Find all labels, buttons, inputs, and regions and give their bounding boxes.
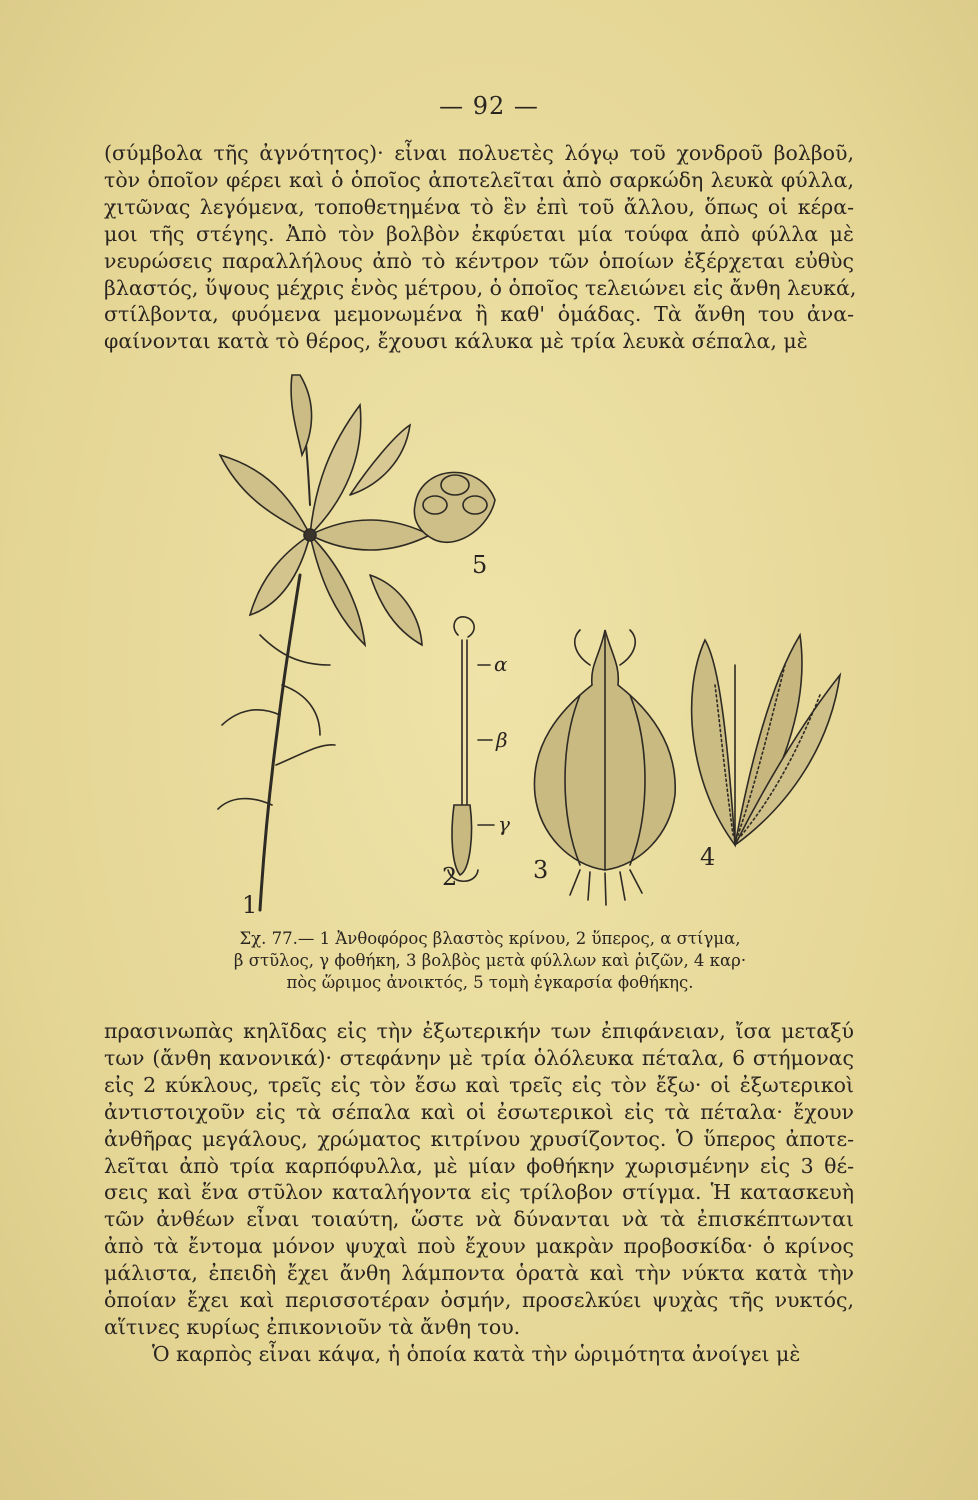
text-line: πρασινωπὰς κηλῖδας εἰς τὴν ἐξωτερικήν των ἐπιφάνειαν, ἴσα μεταξύ bbox=[104, 1019, 854, 1043]
ovary-section-drawing bbox=[414, 472, 495, 542]
lily-drawing bbox=[160, 365, 860, 920]
text-line: ὁποίαν ἔχει καὶ περισσοτέραν ὀσμήν, προσελκύει ψυχὰς τῆς νυκτός, bbox=[104, 1288, 854, 1313]
text-line: ἀπὸ τὰ ἔντομα μόνον ψυχαὶ ποὺ ἔχουν μακρὰν προβοσκίδα· ὁ κρίνος bbox=[104, 1234, 854, 1259]
flowering-stem-drawing bbox=[218, 375, 430, 910]
text-line: νευρώσεις παραλλήλους ἀπὸ τὸ κέντρον τῶν ὁποίων ἐξέρχεται εὐθὺς bbox=[104, 248, 854, 273]
text-line: σεις καὶ ἕνα στῦλον καταλήγοντα εἰς τρίλοβον στίγμα. Ἡ κατασκευὴ bbox=[104, 1180, 854, 1205]
text-line: στίλβοντα, φυόμενα μεμονωμένα ἢ καθ' ὁμάδας. Τὰ ἄνθη του ἀνα- bbox=[104, 302, 854, 327]
text-line: ἀνθῆρας μεγάλους, χρώματος κιτρίνου χρυσίζοντος. Ὁ ὕπερος ἀποτε- bbox=[104, 1126, 854, 1151]
figure-label-3: 3 bbox=[533, 856, 549, 884]
caption-line: Σχ. 77.— 1 Ἀνθοφόρος βλαστὸς κρίνου, 2 ὕπερος, α στίγμα, bbox=[239, 929, 741, 948]
figure-label-1: 1 bbox=[242, 891, 258, 919]
figure-label-4: 4 bbox=[700, 843, 716, 871]
figure-letter-c: γ bbox=[498, 812, 510, 836]
seed-capsule-drawing bbox=[692, 635, 840, 845]
bulb-drawing bbox=[534, 630, 675, 905]
text-line: τῶν ἀνθέων εἶναι τοιαύτη, ὥστε νὰ δύνανται νὰ τὰ ἐπισκέπτωνται bbox=[104, 1207, 854, 1232]
caption-line: πὸς ὥριμος ἀνοικτός, 5 τομὴ ἐγκαρσία ϕοθήκης. bbox=[286, 973, 694, 992]
figure-label-2: 2 bbox=[442, 863, 458, 891]
caption-line: β στῦλος, γ ϕοθήκη, 3 βολβὸς μετὰ φύλλων καὶ ῥιζῶν, 4 καρ· bbox=[233, 951, 747, 970]
text-line: μοι τῆς στέγης. Ἀπὸ τὸν βολβὸν ἐκφύεται μία τούφα ἀπὸ φύλλα μὲ bbox=[104, 221, 854, 246]
text-line: βλαστός, ὕψους μέχρις ἑνὸς μέτρου, ὁ ὁποῖος τελειώνει εἰς ἄνθη λευκά, bbox=[104, 275, 857, 300]
text-line: εἰς 2 κύκλους, τρεῖς εἰς τὸν ἔσω καὶ τρεῖς εἰς τὸν ἔξω· οἱ ἐξωτερικοὶ bbox=[104, 1072, 854, 1097]
text-line: μάλιστα, ἐπειδὴ ἔχει ἄνθη λάμποντα ὁρατὰ καὶ τὴν νύκτα κατὰ τὴν bbox=[104, 1261, 854, 1286]
text-line: λεῖται ἀπὸ τρία καρπόφυλλα, μὲ μίαν ϕοθήκην χωρισμένην εἰς 3 θέ- bbox=[104, 1153, 854, 1178]
text-line: αἵτινες κυρίως ἐπικονιοῦν τὰ ἄνθη του. bbox=[104, 1314, 521, 1339]
text-line: των (ἄνθη κανονικά)· στεφάνην μὲ τρία ὁλόλευκα πέταλα, 6 στήμονας bbox=[104, 1045, 854, 1070]
figure-caption bbox=[180, 928, 800, 994]
figure-letter-b: β bbox=[496, 728, 508, 752]
lily-illustration bbox=[160, 365, 860, 920]
figure-label-5: 5 bbox=[472, 551, 488, 579]
paragraph-top bbox=[104, 140, 857, 355]
figure-letter-a: α bbox=[494, 652, 508, 676]
paragraph-bottom bbox=[104, 1018, 854, 1368]
text-line: ἀντιστοιχοῦν εἰς τὰ σέπαλα καὶ οἱ ἐσωτερικοὶ εἰς τὰ πέταλα· ἔχουν bbox=[104, 1099, 854, 1124]
page-number: — 92 — bbox=[439, 92, 539, 120]
text-line: φαίνονται κατὰ τὸ θέρος, ἔχουσι κάλυκα μὲ τρία λευκὰ σέπαλα, μὲ bbox=[104, 329, 808, 354]
text-line: τὸν ὁποῖον φέρει καὶ ὁ ὁποῖος ἀποτελεῖται ἀπὸ σαρκώδη λευκὰ φύλλα, bbox=[104, 167, 854, 192]
text-line: Ὁ καρπὸς εἶναι κάψα, ἡ ὁποία κατὰ τὴν ὡριμότητα ἀνοίγει μὲ bbox=[152, 1341, 801, 1366]
text-line: χιτῶνας λεγόμενα, τοποθετημένα τὸ ἓν ἐπὶ τοῦ ἄλλου, ὅπως οἱ κέρα- bbox=[104, 194, 854, 219]
text-line: (σύμβολα τῆς ἀγνότητος)· εἶναι πολυετὲς λόγῳ τοῦ χονδροῦ βολβοῦ, bbox=[104, 141, 854, 165]
pistil-drawing bbox=[448, 617, 494, 881]
